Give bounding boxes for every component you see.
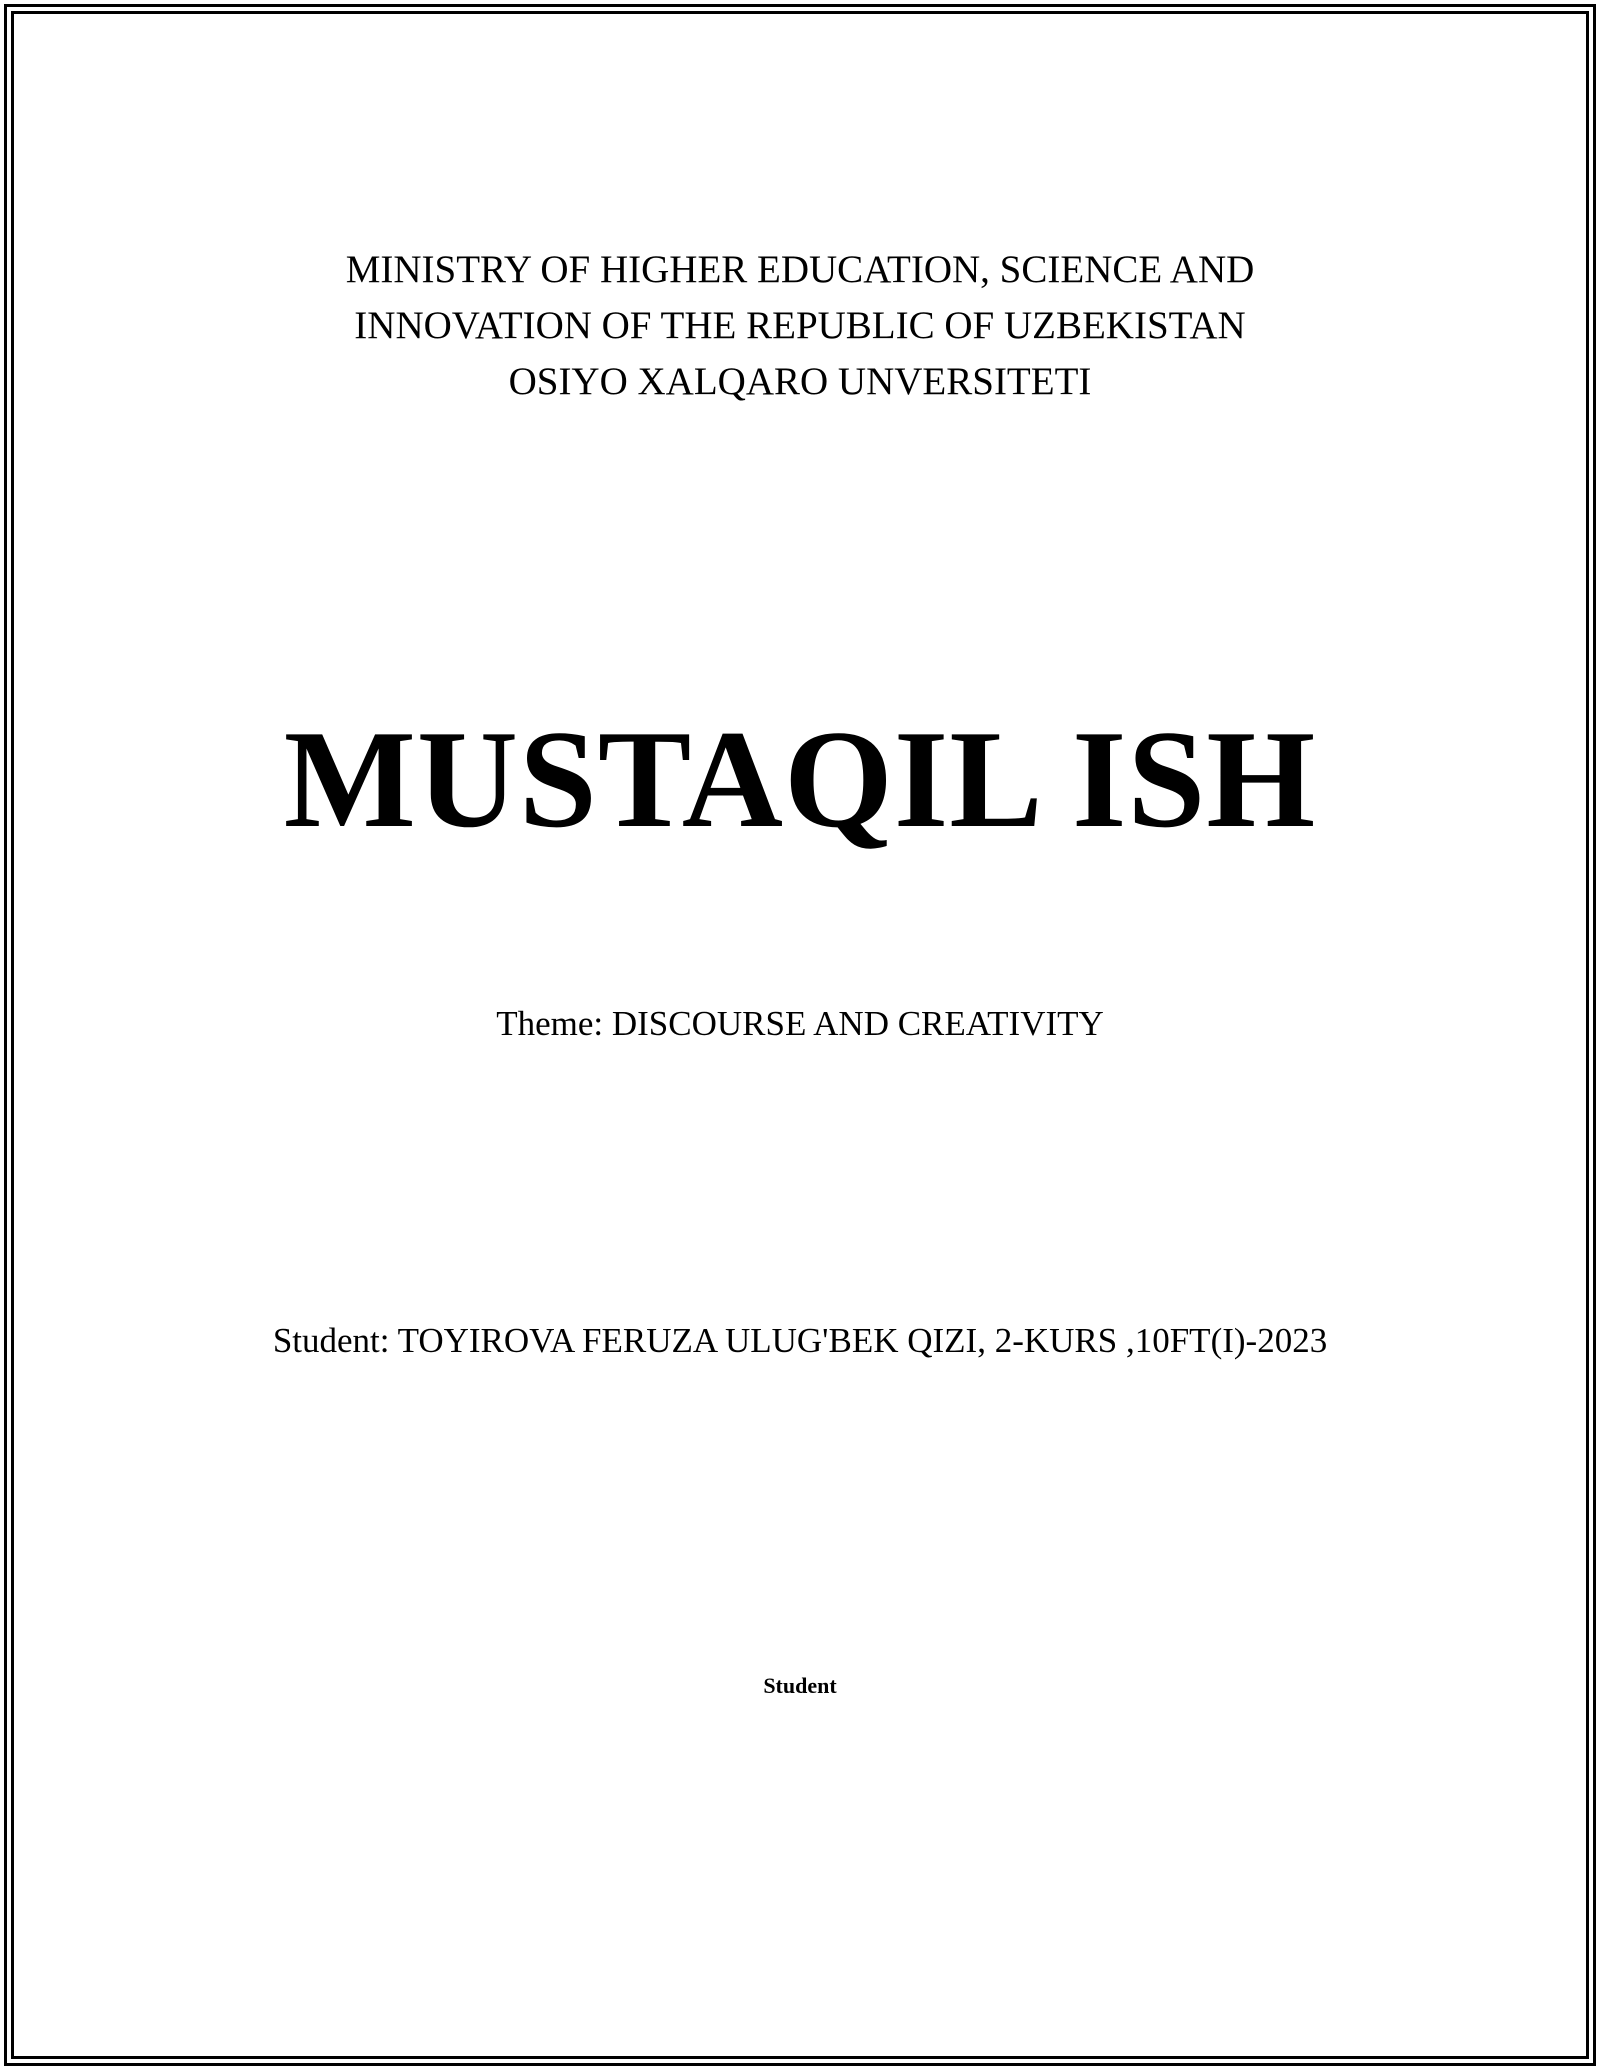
- student-info-line: Student: TOYIROVA FERUZA ULUG'BEK QIZI, 2-KURS ,10FT(I)-2023: [272, 1321, 1328, 1360]
- header-line-ministry: MINISTRY OF HIGHER EDUCATION, SCIENCE AND: [345, 248, 1255, 291]
- header-line-university: OSIYO XALQARO UNVERSITETI: [508, 360, 1092, 403]
- institution-header: [0, 242, 1600, 410]
- header-line-republic: INNOVATION OF THE REPUBLIC OF UZBEKISTAN: [354, 304, 1246, 347]
- document-title: MUSTAQIL ISH: [283, 702, 1317, 857]
- theme-line: Theme: DISCOURSE AND CREATIVITY: [496, 1004, 1104, 1043]
- student-footer-label: Student: [763, 1673, 837, 1698]
